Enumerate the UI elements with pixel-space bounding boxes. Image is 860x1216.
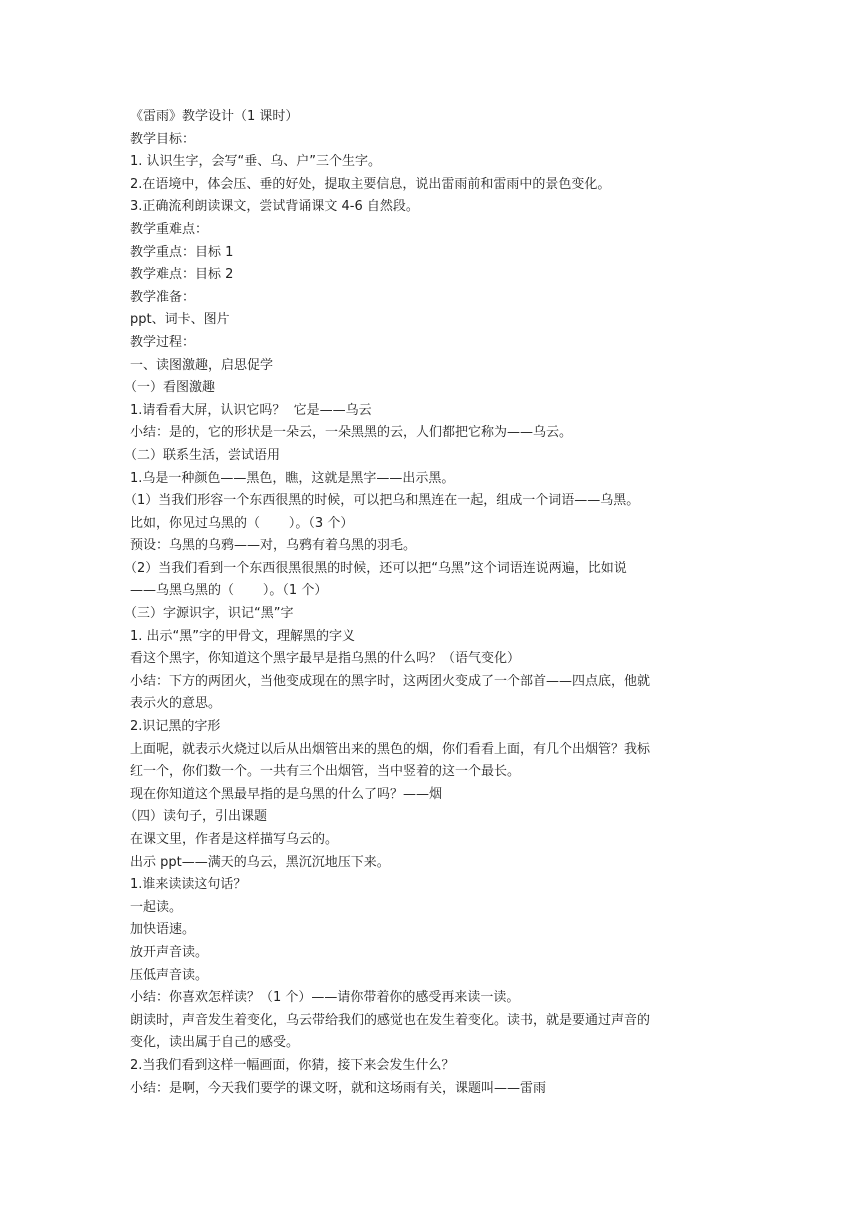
paragraph-line: 比如，你见过乌黑的（ ）。（3 个）	[130, 515, 354, 531]
section-heading: 教学准备：	[130, 289, 196, 305]
paragraph-line: ——乌黑乌黑的（ ）。（1 个）	[130, 583, 328, 599]
paragraph-line: 2.识记黑的字形	[130, 719, 221, 735]
paragraph-line: 放开声音读。	[130, 944, 209, 960]
paragraph-line: 1.请看看大屏，认识它吗？ 它是——乌云	[130, 402, 372, 418]
paragraph-line: 1. 认识生字，会写“垂、乌、户”三个生字。	[130, 154, 382, 170]
paragraph-line: 变化，读出属于自己的感受。	[130, 1035, 300, 1051]
subsection-heading: （三）字源识字，识记“黑”字	[124, 606, 294, 622]
paragraph-line: 1.谁来读读这句话？	[130, 877, 247, 893]
document-title: 《雷雨》教学设计（1 课时）	[130, 109, 299, 124]
paragraph-line: 现在你知道这个黑最早指的是乌黑的什么了吗？——烟	[130, 786, 443, 802]
paragraph-line: 看这个黑字，你知道这个黑字最早是指乌黑的什么吗？（语气变化）	[130, 651, 521, 667]
paragraph-line: 表示火的意思。	[130, 696, 222, 712]
paragraph-line: 在课文里，作者是这样描写乌云的。	[130, 832, 339, 847]
paragraph-line: 压低声音读。	[130, 967, 209, 983]
paragraph-line: 朗读时，声音发生着变化，乌云带给我们的感觉也在发生着变化。读书，就是要通过声音的	[130, 1012, 651, 1028]
section-heading: 教学目标：	[130, 131, 196, 147]
subsection-heading: （二）联系生活，尝试语用	[124, 447, 281, 463]
paragraph-line: （1）当我们形容一个东西很黑的时候，可以把乌和黑连在一起，组成一个词语——乌黑。	[124, 493, 640, 509]
paragraph-line: 加快语速。	[130, 922, 196, 938]
paragraph-line: 2.当我们看到这样一幅画面，你猜，接下来会发生什么？	[130, 1057, 455, 1073]
paragraph-line: 小结：是的，它的形状是一朵云，一朵黑黑的云，人们都把它称为——乌云。	[130, 425, 573, 441]
subsection-heading: （四）读句子，引出课题	[124, 809, 268, 825]
paragraph-line: 小结：是啊，今天我们要学的课文呀，就和这场雨有关，课题叫——雷雨	[130, 1080, 547, 1096]
document-body	[124, 106, 732, 1100]
subsection-heading: （一）看图激趣	[124, 380, 216, 396]
paragraph-line: 出示 ppt——满天的乌云，黑沉沉地压下来。	[130, 854, 390, 870]
section-heading: 教学重难点：	[130, 221, 209, 237]
paragraph-line: 小结：下方的两团火，当他变成现在的黑字时，这两团火变成了一个部首——四点底，他就	[130, 673, 651, 689]
section-heading: 一、读图激趣，启思促学	[130, 357, 274, 373]
paragraph-line: 一起读。	[130, 899, 183, 915]
paragraph-line: 3.正确流利朗读课文，尝试背诵课文 4-6 自然段。	[130, 199, 419, 215]
paragraph-line: 小结：你喜欢怎样读？（1 个）——请你带着你的感受再来读一读。	[130, 990, 520, 1006]
paragraph-line: 2.在语境中，体会压、垂的好处，提取主要信息，说出雷雨前和雷雨中的景色变化。	[130, 176, 611, 192]
paragraph-line: 预设：乌黑的乌鸦——对，乌鸦有着乌黑的羽毛。	[130, 538, 417, 554]
paragraph-line: 教学难点：目标 2	[130, 267, 234, 283]
paragraph-line: 1. 出示“黑”字的甲骨文，理解黑的字义	[130, 628, 356, 644]
paragraph-line: 教学重点：目标 1	[130, 244, 234, 260]
paragraph-line: 1.乌是一种颜色——黑色，瞧，这就是黑字——出示黑。	[130, 470, 455, 486]
paragraph-line: 上面呢，就表示火烧过以后从出烟管出来的黑色的烟，你们看看上面，有几个出烟管？我标	[130, 741, 651, 757]
paragraph-line: （2）当我们看到一个东西很黑很黑的时候，还可以把“乌黑”这个词语连说两遍，比如说	[124, 560, 627, 576]
section-heading: 教学过程：	[130, 334, 196, 350]
paragraph-line: 红一个，你们数一个。一共有三个出烟管，当中竖着的这一个最长。	[130, 764, 521, 780]
paragraph-line: ppt、词卡、图片	[130, 312, 230, 328]
